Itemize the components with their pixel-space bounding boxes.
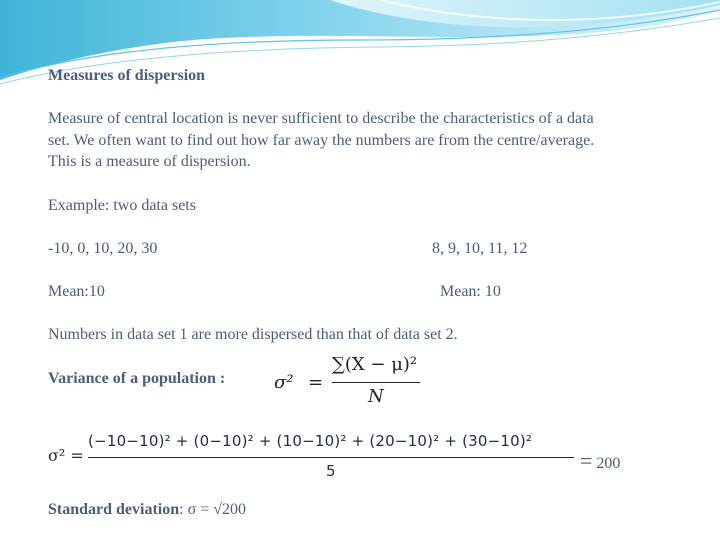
intro-line-2: set. We often want to find out how far away the numbers are from the centre/average. (48, 132, 595, 149)
formula-fraction-bar (332, 382, 420, 383)
formula-numerator: ∑(X − μ)² (332, 354, 418, 375)
example-heading: Example: two data sets (48, 197, 196, 214)
slide-title: Measures of dispersion (48, 67, 206, 84)
variance-label: Variance of a population : (48, 370, 226, 387)
data-set-2: 8, 9, 10, 11, 12 (432, 240, 528, 257)
comparison-statement: Numbers in data set 1 are more dispersed than that of data set 2. (48, 326, 458, 343)
formula-equals: = (308, 372, 324, 393)
calc-denominator: 5 (326, 462, 336, 480)
std-deviation-value: : σ = √200 (179, 501, 247, 518)
formula-lhs: σ² (274, 372, 294, 393)
std-deviation-label: Standard deviation (48, 501, 180, 518)
intro-line-3: This is a measure of dispersion. (48, 153, 251, 170)
std-deviation-line (48, 500, 246, 520)
calc-equals: = (580, 448, 593, 473)
mean-set-2: Mean: 10 (440, 283, 501, 300)
calc-numerator: (−10−10)² + (0−10)² + (10−10)² + (20−10)² + (30−10)² (88, 432, 533, 450)
variance-formula (266, 352, 426, 408)
calc-lhs: σ² = (48, 446, 84, 465)
calc-result (580, 448, 620, 474)
calc-result-value: 200 (596, 455, 621, 472)
data-set-1: -10, 0, 10, 20, 30 (48, 240, 158, 257)
mean-set-1: Mean:10 (48, 283, 105, 300)
intro-line-1: Measure of central location is never sufficient to describe the characteristics of a data (48, 110, 594, 127)
calc-fraction-bar (88, 457, 574, 458)
formula-denominator: N (368, 386, 384, 407)
